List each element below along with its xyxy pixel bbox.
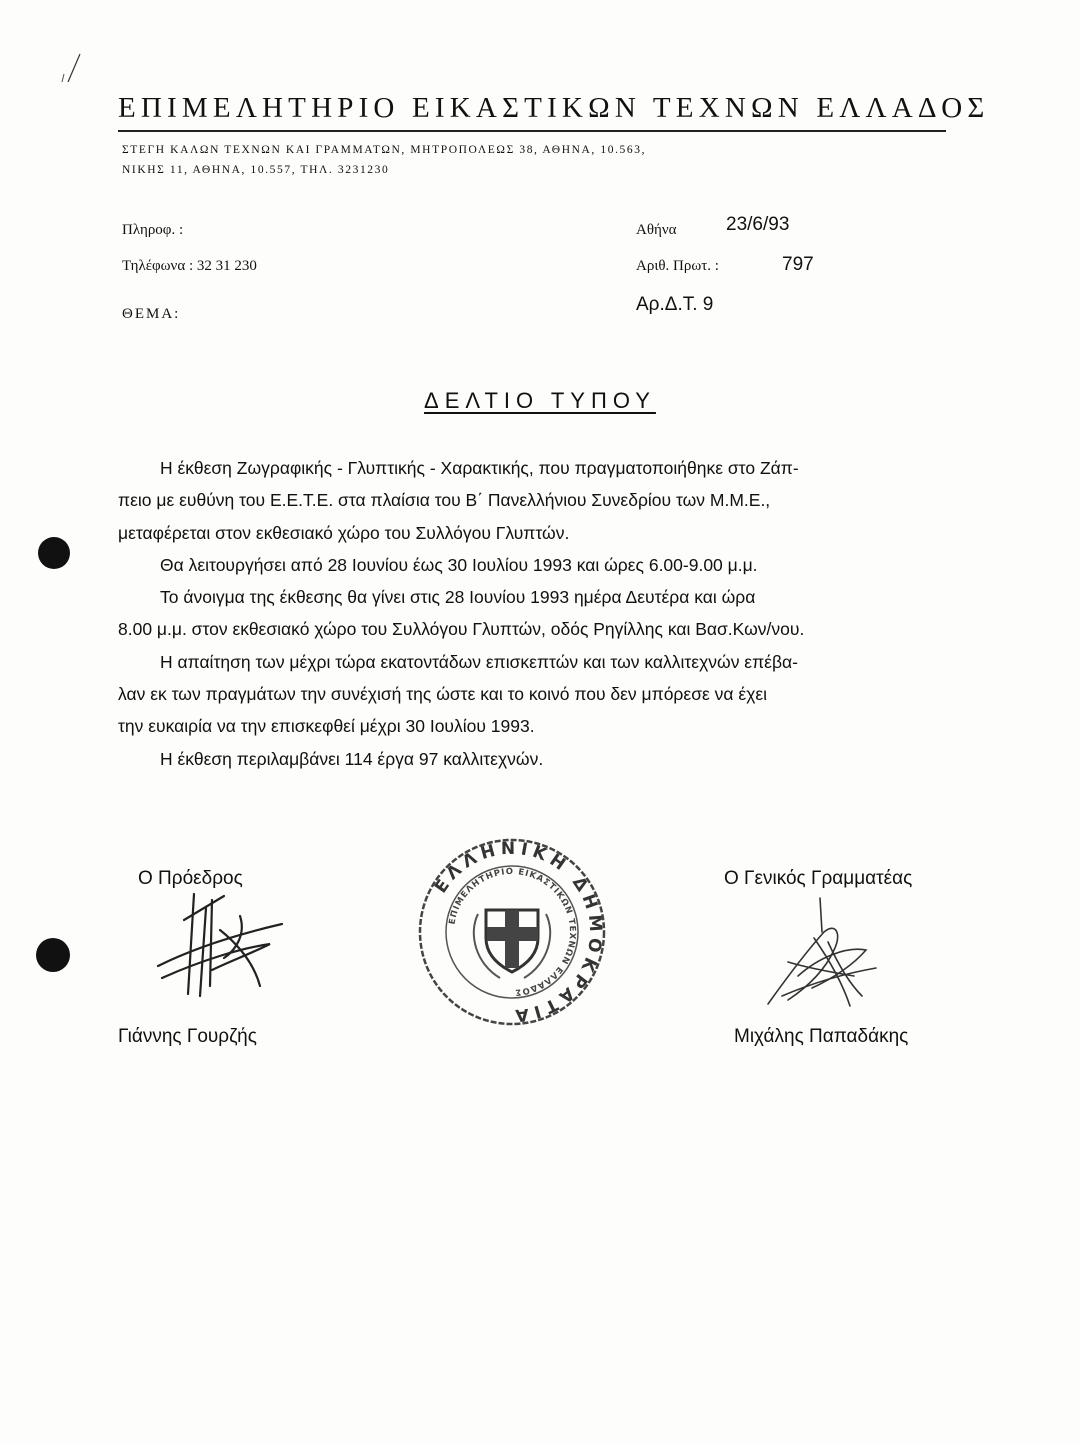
secretary-signature <box>758 892 898 1022</box>
address-line-2: ΝΙΚΗΣ 11, ΑΘΗΝΑ, 10.557, ΤΗΛ. 3231230 <box>122 164 390 176</box>
press-release-body <box>118 452 998 775</box>
date-value: 23/6/93 <box>726 214 790 235</box>
body-line: πειο με ευθύνη του Ε.Ε.Τ.Ε. στα πλαίσια του Β΄ Πανελλήνιου Συνεδρίου των Μ.Μ.Ε., <box>118 490 771 511</box>
document-heading-text: ΔΕΛΤΙΟ ΤΥΠΟΥ <box>424 388 656 413</box>
address-line-1: ΣΤΕΓΗ ΚΑΛΩΝ ΤΕΧΝΩΝ ΚΑΙ ΓΡΑΜΜΑΤΩΝ, ΜΗΤΡΟΠΟΛΕΩΣ 38, ΑΘΗΝΑ, 10.563, <box>122 144 647 156</box>
body-line: Η απαίτηση των μέχρι τώρα εκατοντάδων επισκεπτών και των καλλιτεχνών επέβα- <box>160 651 798 672</box>
protocol-value: 797 <box>782 254 814 275</box>
date-label: Αθήνα <box>636 222 677 238</box>
official-seal <box>416 836 608 1033</box>
body-line: μεταφέρεται στον εκθεσιακό χώρο του Συλλόγου Γλυπτών. <box>118 522 570 543</box>
chair-signature <box>150 890 290 1005</box>
subject-label: ΘΕΜΑ: <box>122 306 181 322</box>
svg-text:ΕΛΛΗΝΙΚΗ ΔΗΜΟΚΡΑΤΙΑ: ΕΛΛΗΝΙΚΗ ΔΗΜΟΚΡΑΤΙΑ <box>430 838 606 1026</box>
punch-hole <box>38 537 70 569</box>
document-heading <box>0 388 1080 414</box>
body-line: την ευκαιρία να την επισκεφθεί μέχρι 30 Ιουλίου 1993. <box>118 716 535 737</box>
phone-value: 32 31 230 <box>196 258 257 274</box>
body-line: Το άνοιγμα της έκθεσης θα γίνει στις 28 Ιουνίου 1993 ημέρα Δευτέρα και ώρα <box>160 587 756 608</box>
chair-title: Ο Πρόεδρος <box>138 868 243 889</box>
organization-title: ΕΠΙΜΕΛΗΤΗΡΙΟ ΕΙΚΑΣΤΙΚΩΝ ΤΕΧΝΩΝ ΕΛΛΑΔΟΣ <box>118 92 990 124</box>
punch-hole <box>36 938 70 972</box>
corner-pen-mark <box>58 52 88 93</box>
body-line: Η έκθεση Ζωγραφικής - Γλυπτικής - Χαρακτικής, που πραγματοποιήθηκε στο Ζάπ- <box>160 458 799 478</box>
body-line: 8.00 μ.μ. στον εκθεσιακό χώρο του Συλλόγου Γλυπτών, οδός Ρηγίλλης και Βασ.Κων/νου. <box>118 619 805 640</box>
body-line: Θα λειτουργήσει από 28 Ιουνίου έως 30 Ιουλίου 1993 και ώρες 6.00-9.00 μ.μ. <box>160 554 758 575</box>
secretary-title: Ο Γενικός Γραμματέας <box>724 868 913 889</box>
info-label: Πληροφ. : <box>122 222 184 238</box>
chair-name: Γιάννης Γουρζής <box>118 1026 257 1047</box>
svg-text:ΕΠΙΜΕΛΗΤΗΡΙΟ ΕΙΚΑΣΤΙΚΩΝ ΤΕΧΝΩΝ: ΕΠΙΜΕΛΗΤΗΡΙΟ ΕΙΚΑΣΤΙΚΩΝ ΤΕΧΝΩΝ ΕΛΛΑΔΟΣ <box>447 866 578 998</box>
protocol-label: Αριθ. Πρωτ. : <box>636 258 719 274</box>
phone-label: Τηλέφωνα : <box>122 258 194 274</box>
header-divider <box>118 130 946 132</box>
body-line: Η έκθεση περιλαμβάνει 114 έργα 97 καλλιτεχνών. <box>160 748 544 769</box>
phone-row <box>122 258 257 275</box>
body-line: λαν εκ των πραγμάτων την συνέχισή της ώστε και το κοινό που δεν μπόρεσε να έχει <box>118 684 768 705</box>
secretary-name: Μιχάλης Παπαδάκης <box>734 1026 909 1047</box>
press-release-number: Αρ.Δ.Τ. 9 <box>636 294 714 315</box>
